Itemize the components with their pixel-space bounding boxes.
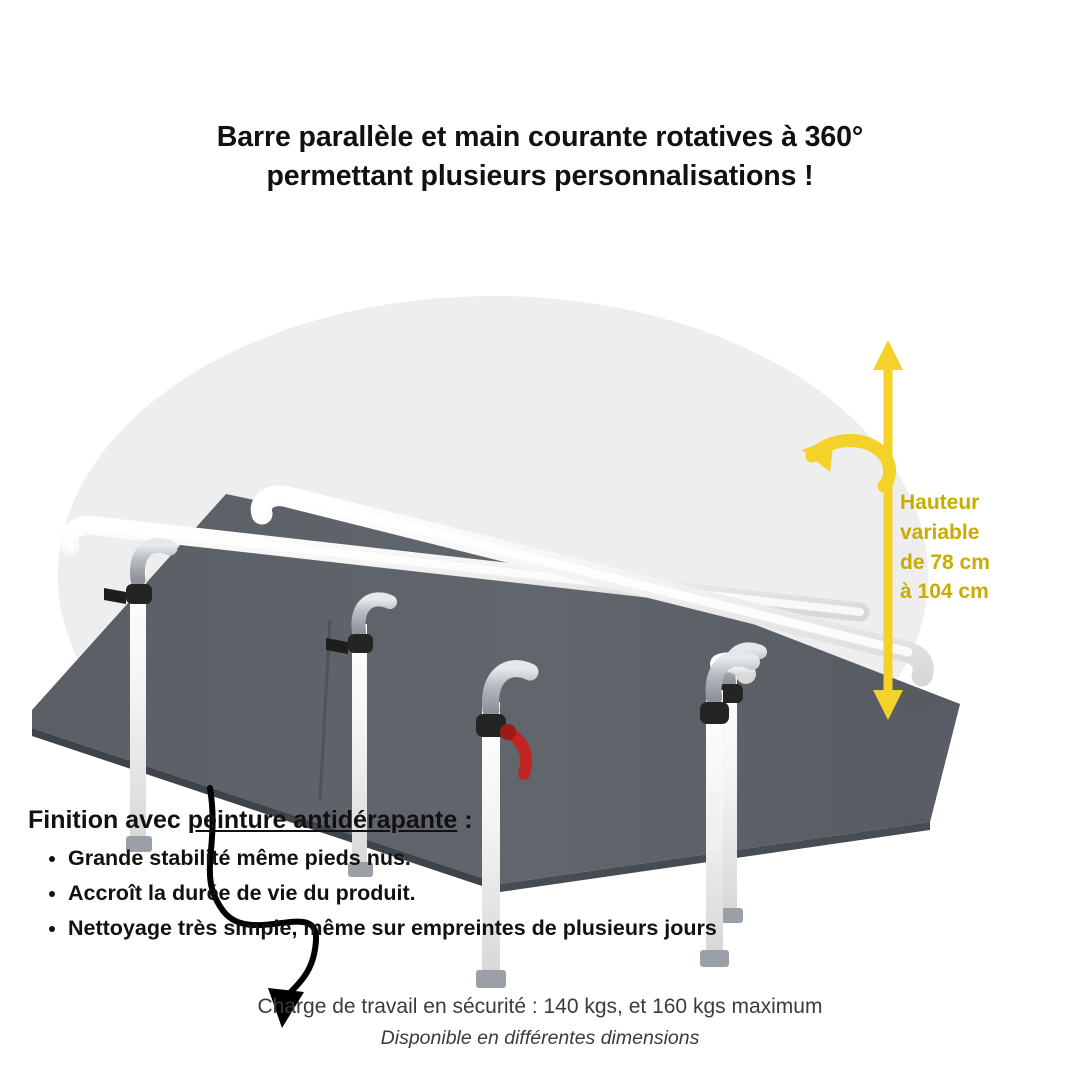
finish-title-suffix: : — [457, 806, 473, 834]
height-callout-line-3: de 78 cm — [900, 550, 990, 574]
page-title-line-1: Barre parallèle et main courante rotatives à 360° — [216, 121, 864, 153]
finish-title — [28, 806, 908, 835]
height-callout-line-2: variable — [900, 520, 980, 544]
footer-specs — [0, 991, 1080, 1054]
product-illustration — [0, 200, 1080, 840]
page-title-line-2: permettant plusieurs personnalisations ! — [266, 160, 814, 193]
footer-dimensions-note: Disponible en différentes dimensions — [380, 1026, 700, 1049]
list-item: • Nettoyage très simple, même sur empreintes de plusieurs jours — [68, 911, 908, 946]
finish-benefit-list — [28, 841, 908, 945]
finish-section — [28, 806, 908, 945]
height-callout — [900, 488, 1050, 607]
list-item: • Grande stabilité même pieds nus. — [68, 841, 908, 876]
finish-title-prefix: Finition avec — [28, 806, 188, 834]
height-callout-line-4: à 104 cm — [900, 580, 989, 604]
height-callout-line-1: Hauteur — [900, 491, 980, 514]
footer-load-capacity: Charge de travail en sécurité : 140 kgs, et 160 kgs maximum — [257, 995, 823, 1019]
finish-title-highlight: peinture antidérapante — [187, 806, 458, 834]
list-item: • Accroît la durée de vie du produit. — [68, 876, 908, 911]
page-title — [0, 118, 1080, 197]
